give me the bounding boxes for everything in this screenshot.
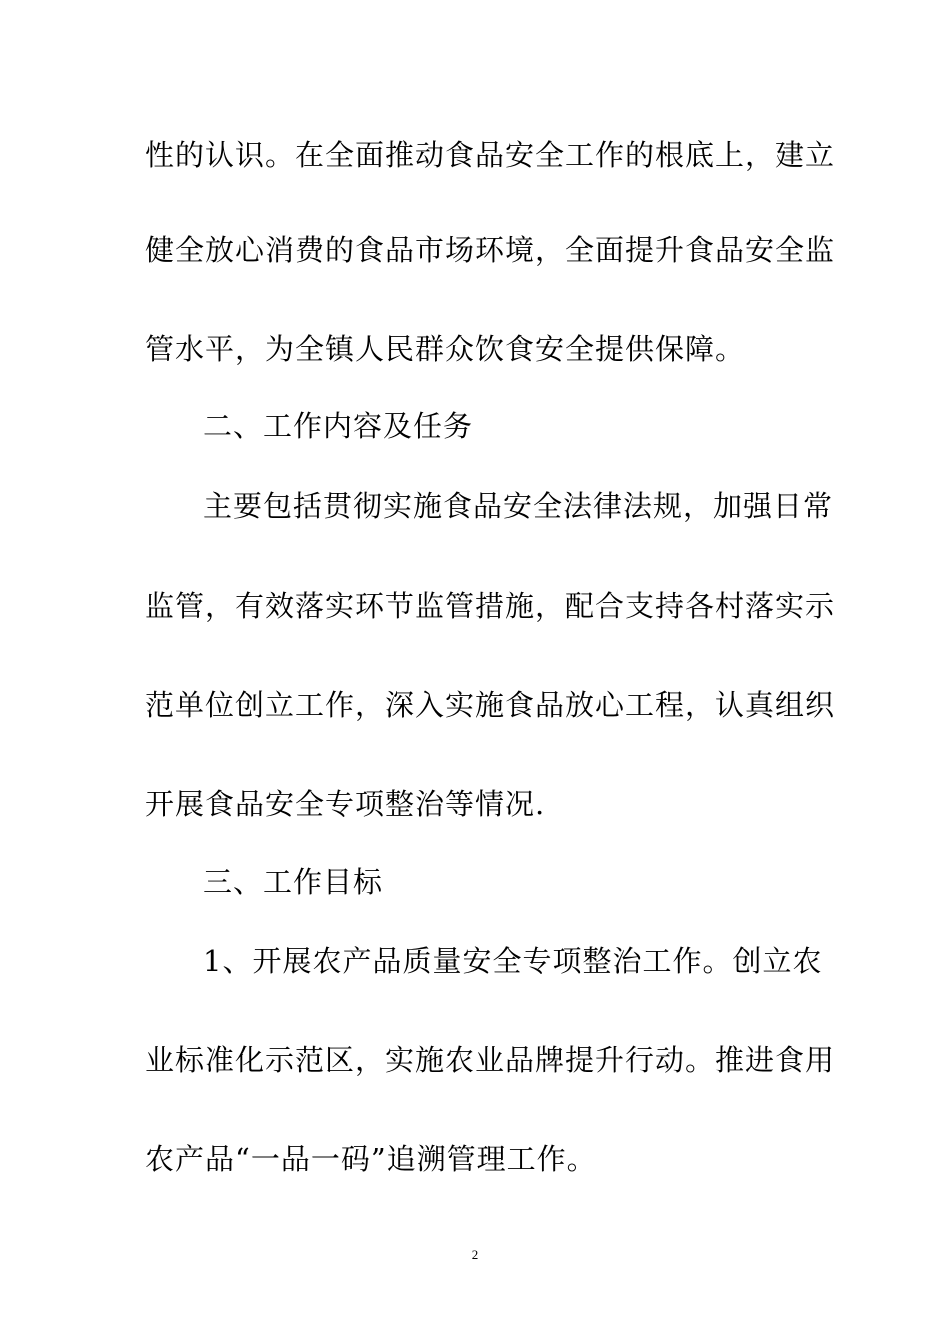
body-text-line: 开展食品安全专项整治等情况. (145, 787, 546, 821)
body-text-line: 健全放心消费的食品市场环境，全面提升食品安全监 (145, 233, 836, 267)
body-text-line: 范单位创立工作，深入实施食品放心工程，认真组织 (145, 688, 836, 722)
body-text-line: 管水平，为全镇人民群众饮食安全提供保障。 (145, 332, 746, 366)
body-text-line: 1、开展农产品质量安全专项整治工作。创立农 (203, 944, 823, 978)
section-heading: 二、工作内容及任务 (203, 409, 474, 443)
body-text-line: 主要包括贯彻实施食品安全法律法规，加强日常 (203, 489, 834, 523)
page-number: 2 (471, 1247, 479, 1262)
body-text-line: 监管，有效落实环节监管措施，配合支持各村落实示 (145, 589, 836, 623)
body-text-line: 性的认识。在全面推动食品安全工作的根底上，建立 (145, 138, 836, 172)
body-text-line: 业标准化示范区，实施农业品牌提升行动。推进食用 (145, 1043, 836, 1077)
section-heading: 三、工作目标 (203, 865, 384, 899)
body-text-line: 农产品“一品一码”追溯管理工作。 (145, 1142, 597, 1176)
